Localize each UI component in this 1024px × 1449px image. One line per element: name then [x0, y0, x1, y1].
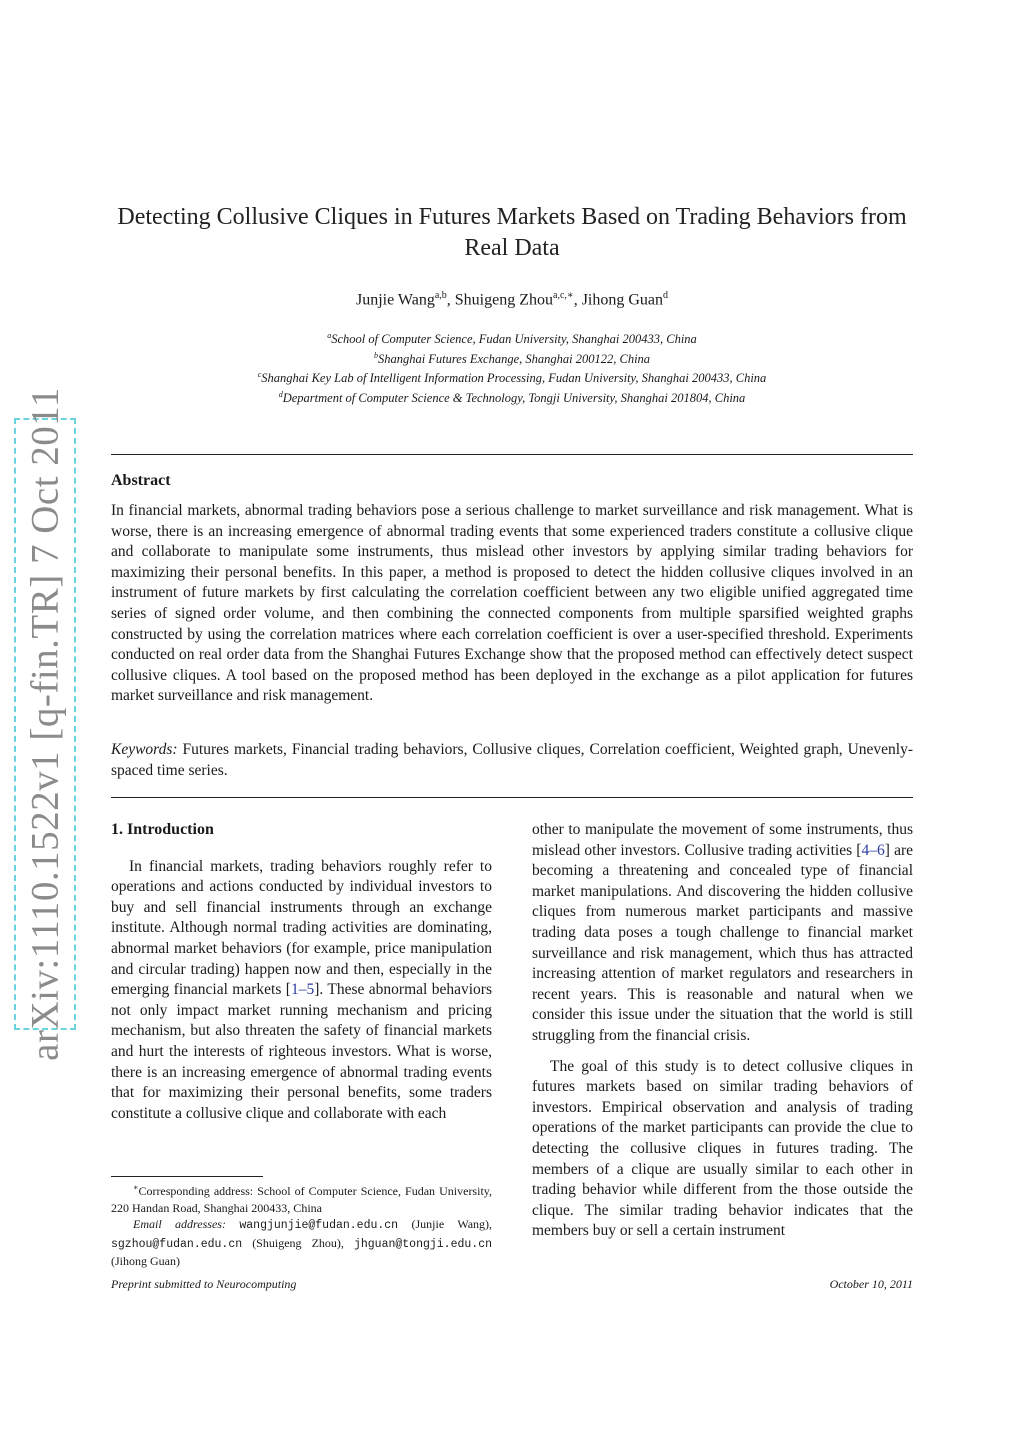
author-marks: a,b — [434, 290, 447, 301]
intro-paragraph-1: In financial markets, trading behaviors roughly refer to operations and actions conducted by individual investors to buy and sell financial instruments through an exchange institute. Although normal trading activities are dominating, abnormal market behaviors (for example, price manipulation and circular trading) happen now and then, especially in the emerging financial markets [1–5]. These abnormal behaviors not only impact market running mechanism and pricing mechanism, but also threaten the safety of financial markets and hurt the interests of righteous investors. What is worse, there is an increasing emergence of abnormal trading events that for maximizing their personal benefits, some traders constitute a collusive clique and collaborate with each — [111, 857, 493, 1122]
right-column — [532, 820, 913, 1242]
email-addresses: Email addresses: wangjunjie@fudan.edu.cn (Junjie Wang), sgzhou@fudan.edu.cn (Shuigeng Zhou), jhguan@tongji.edu.cn (Jihong Guan) — [111, 1217, 493, 1268]
author-marks[interactable]: a,c,∗ — [553, 290, 574, 301]
affiliation: $^d$Department of Computer Science & Technology, Tongji University, Shanghai 201804, China — [278, 389, 746, 406]
author-list: Junjie Wang$^{a,b}$, Shuigeng Zhou$^{a,c,∗}$, Jihong Guan$^d$ — [355, 290, 669, 309]
keywords-text: Futures markets, Financial trading behaviors, Collusive cliques, Correlation coefficient, Weighted graph, Unevenly-spaced time series. — [111, 741, 914, 779]
paper-title: Detecting Collusive Cliques in Futures Markets Based on Trading Behaviors from Real Data — [117, 204, 907, 261]
abstract-bottom-rule — [111, 797, 913, 798]
email-link[interactable]: wangjunjie@fudan.edu.cn — [239, 1219, 399, 1232]
author-marks: d — [663, 290, 669, 301]
author-name: Shuigeng Zhou — [454, 291, 553, 309]
affiliation: $^a$School of Computer Science, Fudan University, Shanghai 200433, China — [327, 331, 697, 347]
citation-link[interactable]: 4–6 — [861, 841, 885, 859]
abstract-text: In financial markets, abnormal trading behaviors pose a serious challenge to market surveillance and risk management. What is worse, there is an increasing emergence of abnormal trading events that some experienced traders constitute a collusive clique and collaborate to manipulate some instruments, thus mislead other investors by applying similar trading behaviors for maximizing their personal benefits. In this paper, a method is proposed to detect the hidden collusive cliques involved in an instrument of future markets by first calculating the correlation coefficient between any two eligible unified aggregated time series of signed order volume, and then combining the connected components from multiple sparsified weighted graphs constructed by using the correlation matrices where each correlation coefficient is over a user-specified threshold. Experiments conducted on real order data from the Shanghai Futures Exchange show that the proposed method can effectively detect suspect collusive cliques. A tool based on the proposed method has been deployed in the exchange as a pilot application for futures market surveillance and risk management. — [111, 502, 913, 705]
arxiv-identifier[interactable]: arXiv:1110.1522v1 [q-fin.TR] 7 Oct 2011 — [23, 387, 67, 1061]
intro-paragraph-2: The goal of this study is to detect collusive cliques in futures markets based on similar trading behaviors of investors. Empirical observation and analysis of trading operations of the market participants can provide the clue to detecting the collusive cliques in futures trading. The members of a clique are usually similar to each other in trading behavior while different from the those outside the clique. The similar trading behavior indicates that the members buy or sell a certain instrument — [532, 1057, 913, 1240]
affiliation: $^b$Shanghai Futures Exchange, Shanghai 200122, China — [373, 350, 651, 366]
email-link[interactable]: jhguan@tongji.edu.cn — [353, 1237, 492, 1251]
keywords-label: Keywords: — [111, 741, 178, 758]
affiliation: $^c$Shanghai Key Lab of Intelligent Information Processing, Fudan University, Shanghai 200433, China — [257, 370, 767, 386]
intro-paragraph-1-continued: other to manipulate the movement of some instruments, thus mislead other investors. Collusive trading activities [4–6] are becoming a threatening and concealed type of financial market manipulations. And discovering the hidden collusive cliques from numerous market participants and massive trading data poses a tough challenge to financial market surveillance and risk management, which thus has attracted increasing attention of market regulators and researchers in recent years. This is reasonable and natural when we consider this issue under the situation that the world is still struggling from the financial crisis. — [532, 821, 913, 1044]
footnote-rule — [111, 1176, 263, 1177]
author-name: Junjie Wang — [355, 291, 435, 309]
keywords — [111, 740, 913, 781]
footnote — [111, 1180, 492, 1270]
citation-link[interactable]: 1–5 — [290, 981, 315, 999]
preprint-date: October 10, 2011 — [829, 1277, 913, 1291]
abstract-top-rule — [111, 454, 913, 455]
left-column — [111, 820, 492, 1124]
section-heading-introduction: 1. Introduction — [111, 821, 214, 838]
email-link[interactable]: sgzhou@fudan.edu.cn — [111, 1237, 243, 1251]
affiliation-list — [111, 328, 913, 407]
author-name: Jihong Guan — [581, 291, 664, 309]
abstract-heading: Abstract — [111, 472, 171, 489]
preprint-note: Preprint submitted to Neurocomputing — [111, 1277, 297, 1291]
corresponding-address: ∗Corresponding address: School of Computer Science, Fudan University, 220 Handan Road, Shanghai 200433, China — [111, 1183, 492, 1215]
